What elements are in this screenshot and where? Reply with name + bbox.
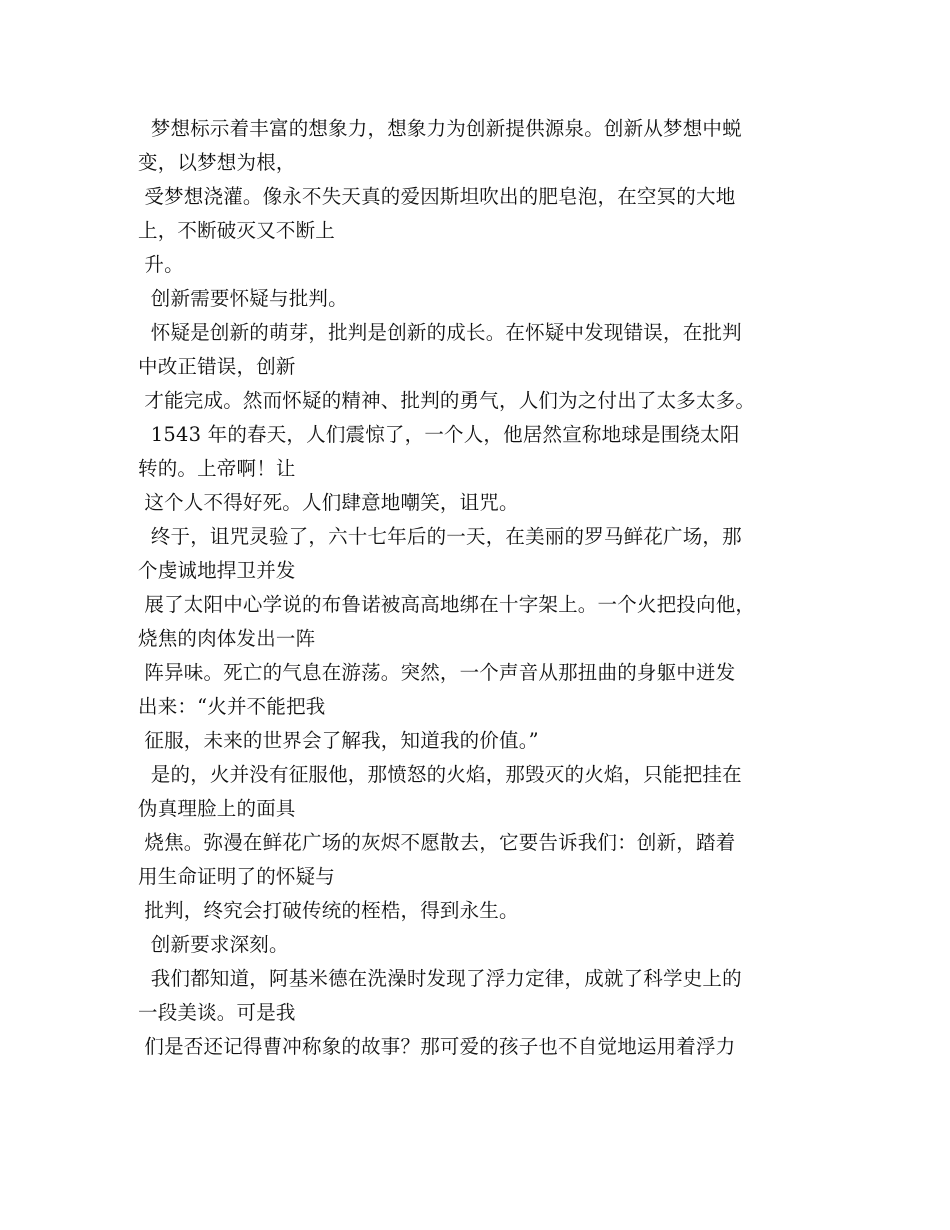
text-line: 批判，终究会打破传统的桎梏，得到永生。 — [138, 899, 519, 922]
text-line: 个虔诚地捍卫并发 — [138, 559, 296, 582]
text-line: 烧焦的肉体发出一阵 — [138, 627, 316, 650]
text-line: 创新需要怀疑与批判。 — [138, 287, 348, 310]
text-line: 梦想标示着丰富的想象力，想象力为创新提供源泉。创新从梦想中蜕 — [138, 117, 742, 140]
text-line: 升。 — [138, 253, 184, 276]
text-line: 出来：“火并不能把我 — [138, 695, 326, 718]
text-line: 伪真理脸上的面具 — [138, 797, 296, 820]
text-line: 中改正错误，创新 — [138, 355, 296, 378]
text-line: 1543 年的春天，人们震惊了，一个人，他居然宣称地球是围绕太阳 — [138, 423, 740, 446]
text-line: 我们都知道，阿基米德在洗澡时发现了浮力定律，成就了科学史上的 — [138, 967, 742, 990]
text-line: 受梦想浇灌。像永不失天真的爱因斯坦吹出的肥皂泡，在空冥的大地 — [138, 185, 736, 208]
text-line: 烧焦。弥漫在鲜花广场的灰烬不愿散去，它要告诉我们：创新，踏着 — [138, 831, 736, 854]
text-line: 展了太阳中心学说的布鲁诺被高高地绑在十字架上。一个火把投向他， — [138, 593, 756, 616]
text-line: 们是否还记得曹冲称象的故事？那可爱的孩子也不自觉地运用着浮力 — [138, 1035, 736, 1058]
text-line: 征服，未来的世界会了解我，知道我的价值。” — [138, 729, 539, 752]
text-line: 用生命证明了的怀疑与 — [138, 865, 336, 888]
text-line: 一段美谈。可是我 — [138, 1001, 296, 1024]
text-line: 上，不断破灭又不断上 — [138, 219, 336, 242]
essay-text-block — [138, 112, 838, 1064]
text-line: 是的，火并没有征服他，那愤怒的火焰，那毁灭的火焰，只能把挂在 — [138, 763, 742, 786]
text-line: 创新要求深刻。 — [138, 933, 289, 956]
text-line: 终于，诅咒灵验了，六十七年后的一天，在美丽的罗马鲜花广场，那 — [138, 525, 742, 548]
text-line: 这个人不得好死。人们肆意地嘲笑，诅咒。 — [138, 491, 519, 514]
text-line: 变，以梦想为根， — [138, 151, 296, 174]
text-line: 怀疑是创新的萌芽，批判是创新的成长。在怀疑中发现错误，在批判 — [138, 321, 742, 344]
text-line: 才能完成。然而怀疑的精神、批判的勇气，人们为之付出了太多太多。 — [138, 389, 756, 412]
text-line: 阵异味。死亡的气息在游荡。突然，一个声音从那扭曲的身躯中迸发 — [138, 661, 736, 684]
text-line: 转的。上帝啊！让 — [138, 457, 296, 480]
